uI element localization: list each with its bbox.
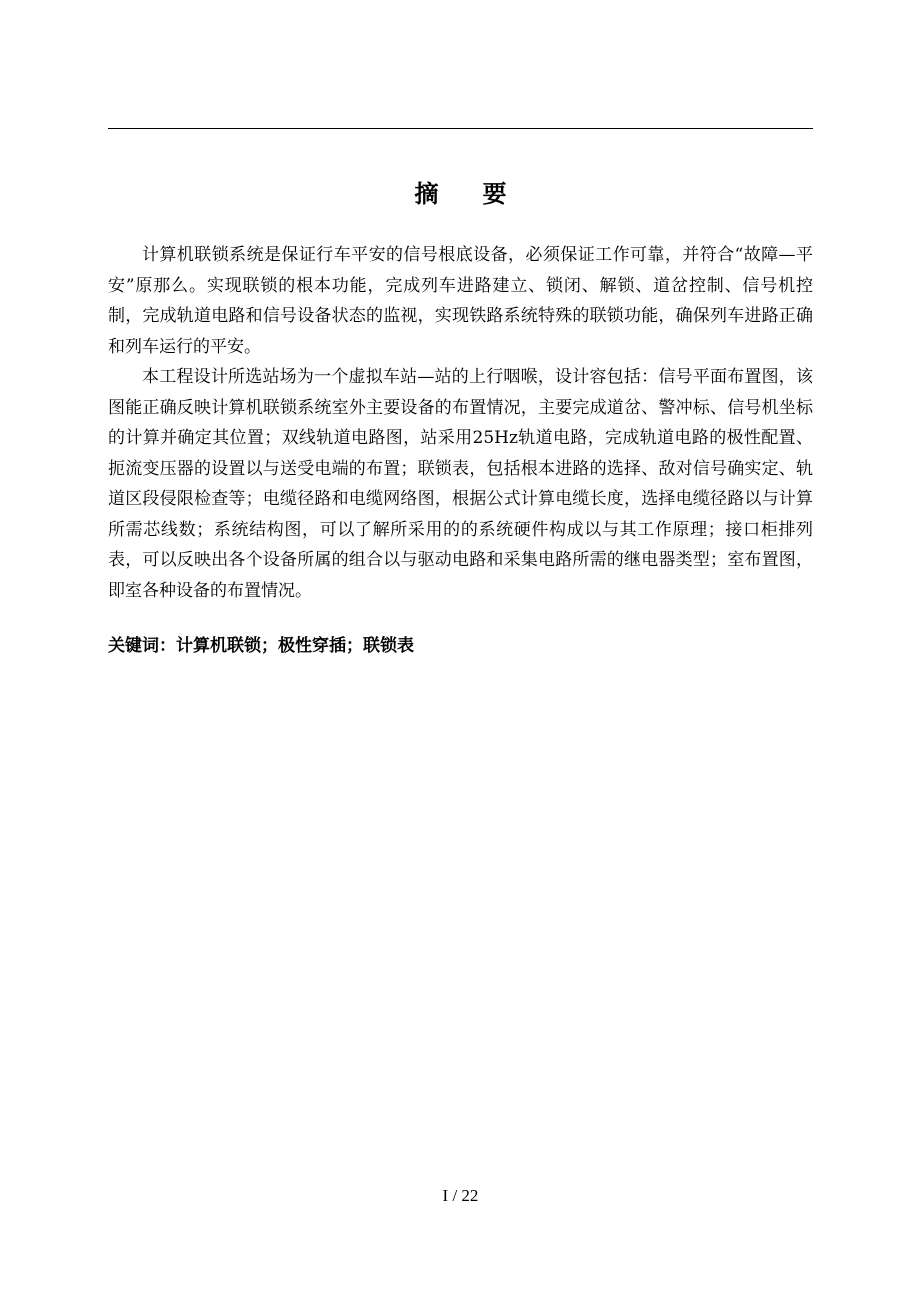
abstract-title: 摘要 (414, 180, 551, 208)
page-number: I / 22 (442, 1186, 479, 1205)
abstract-body (108, 240, 813, 606)
abstract-paragraph-2: 本工程设计所选站场为一个虚拟车站—站的上行咽喉，设计容包括：信号平面布置图，该图能正确反映计算机联锁系统室外主要设备的布置情况，主要完成道岔、警冲标、信号机坐标的计算并确定其位置；双线轨道电路图，站采用25Hz轨道电路，完成轨道电路的极性配置、扼流变压器的设置以与送受电端的布置；联锁表，包括根本进路的选择、敌对信号确实定、轨道区段侵限检查等；电缆径路和电缆网络图，根据公式计算电缆长度，选择电缆径路以与计算所需芯线数；系统结构图，可以了解所采用的的系统硬件构成以与其工作原理；接口柜排列表，可以反映出各个设备所属的组合以与驱动电路和采集电路所需的继电器类型；室布置图，即室各种设备的布置情况。 (108, 367, 813, 601)
abstract-paragraph-1: 计算机联锁系统是保证行车平安的信号根底设备，必须保证工作可靠，并符合“故障—平安”原那么。实现联锁的根本功能，完成列车进路建立、锁闭、解锁、道岔控制、信号机控制，完成轨道电路和信号设备状态的监视，实现铁路系统特殊的联锁功能，确保列车进路正确和列车运行的平安。 (108, 245, 813, 357)
header-rule (108, 128, 813, 129)
keywords-line: 关键词：计算机联锁；极性穿插；联锁表 (108, 636, 414, 656)
